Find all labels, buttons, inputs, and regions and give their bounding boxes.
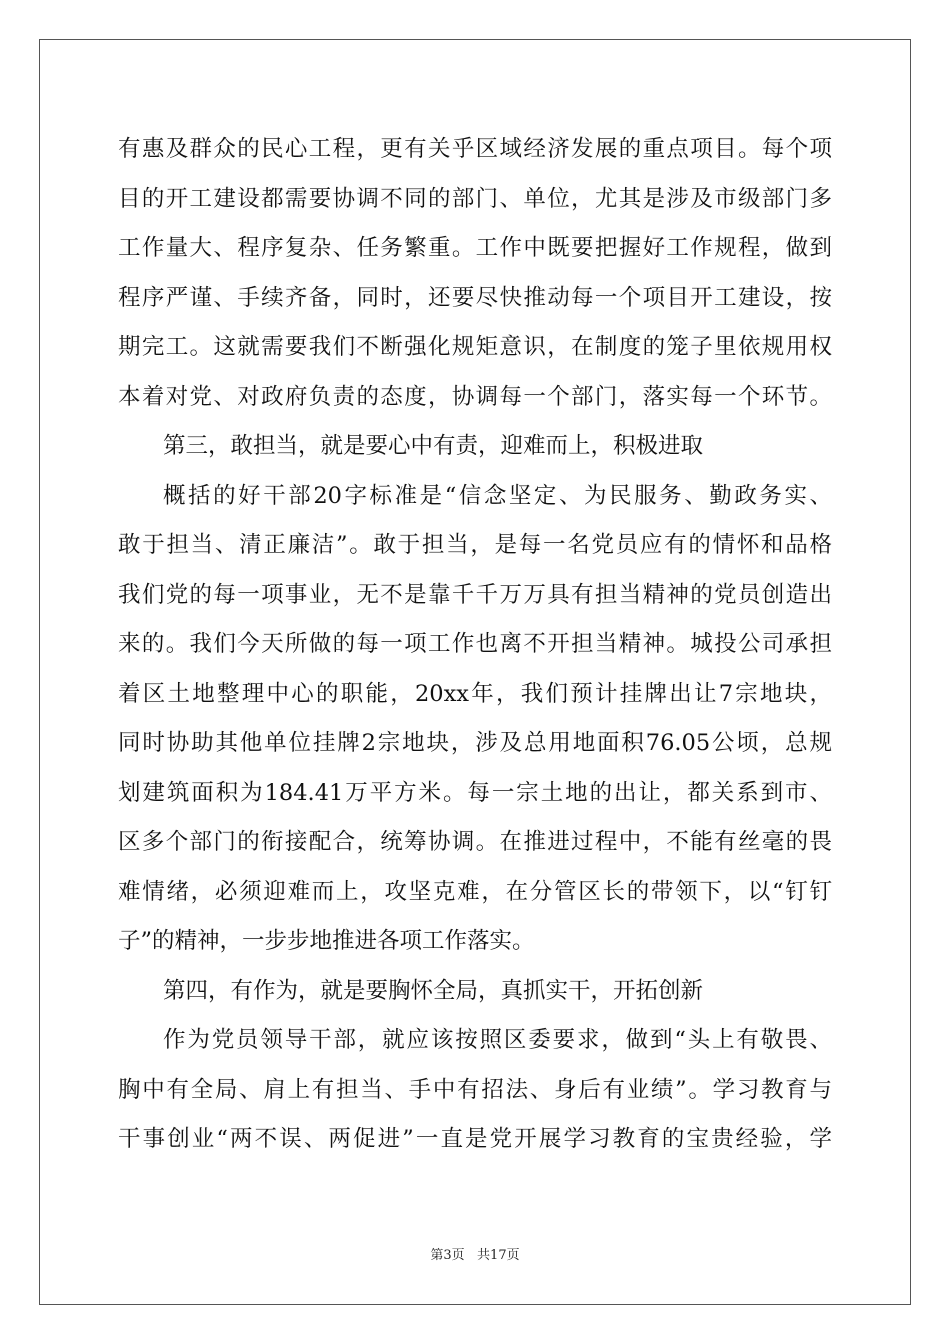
body-text-line: 区多个部门的衔接配合，统筹协调。在推进过程中，不能有丝毫的畏	[118, 829, 832, 855]
body-text-line: 子”的精神，一步步地推进各项工作落实。	[118, 928, 535, 954]
body-text-line: 工作量大、程序复杂、任务繁重。工作中既要把握好工作规程，做到	[118, 235, 832, 261]
body-text-line: 第三，敢担当，就是要心中有责，迎难而上，积极进取	[163, 433, 704, 459]
body-text-line: 敢于担当、清正廉洁”。敢于担当，是每一名党员应有的情怀和品格	[118, 532, 832, 558]
body-text-line: 本着对党、对政府负责的态度，协调每一个部门，落实每一个环节。	[118, 383, 832, 410]
body-text-line: 作为党员领导干部，就应该按照区委要求，做到“头上有敬畏、	[163, 1027, 832, 1053]
body-text-line: 同时协助其他单位挂牌2宗地块，涉及总用地面积76.05公顷，总规	[118, 730, 832, 756]
body-text-line: 难情绪，必须迎难而上，攻坚克难，在分管区长的带领下，以“钉钉	[118, 878, 832, 905]
body-text-line: 目的开工建设都需要协调不同的部门、单位，尤其是涉及市级部门多	[118, 185, 832, 212]
body-text-line: 概括的好干部20字标准是“信念坚定、为民服务、勤政务实、	[163, 482, 832, 509]
body-text-line: 胸中有全局、肩上有担当、手中有招法、身后有业绩”。学习教育与	[118, 1076, 832, 1103]
body-text-line: 程序严谨、手续齐备，同时，还要尽快推动每一个项目开工建设，按	[118, 284, 832, 311]
body-text-line: 着区土地整理中心的职能，20xx年，我们预计挂牌出让7宗地块，	[118, 680, 832, 707]
body-text-line: 划建筑面积为184.41万平方米。每一宗土地的出让，都关系到市、	[118, 779, 832, 806]
body-text-line: 我们党的每一项事业，无不是靠千千万万具有担当精神的党员创造出	[118, 581, 832, 608]
body-text-line: 有惠及群众的民心工程，更有关乎区域经济发展的重点项目。每个项	[118, 136, 832, 162]
body-text-line: 第四，有作为，就是要胸怀全局，真抓实干，开拓创新	[163, 977, 704, 1004]
body-text-line: 干事创业“两不误、两促进”一直是党开展学习教育的宝贵经验，学	[118, 1126, 832, 1152]
body-text-line: 期完工。这就需要我们不断强化规矩意识，在制度的笼子里依规用权	[118, 334, 832, 360]
page-number-footer: 第3页 共17页	[430, 1248, 520, 1263]
document-body	[118, 125, 832, 1165]
body-text-line: 来的。我们今天所做的每一项工作也离不开担当精神。城投公司承担	[118, 631, 832, 657]
